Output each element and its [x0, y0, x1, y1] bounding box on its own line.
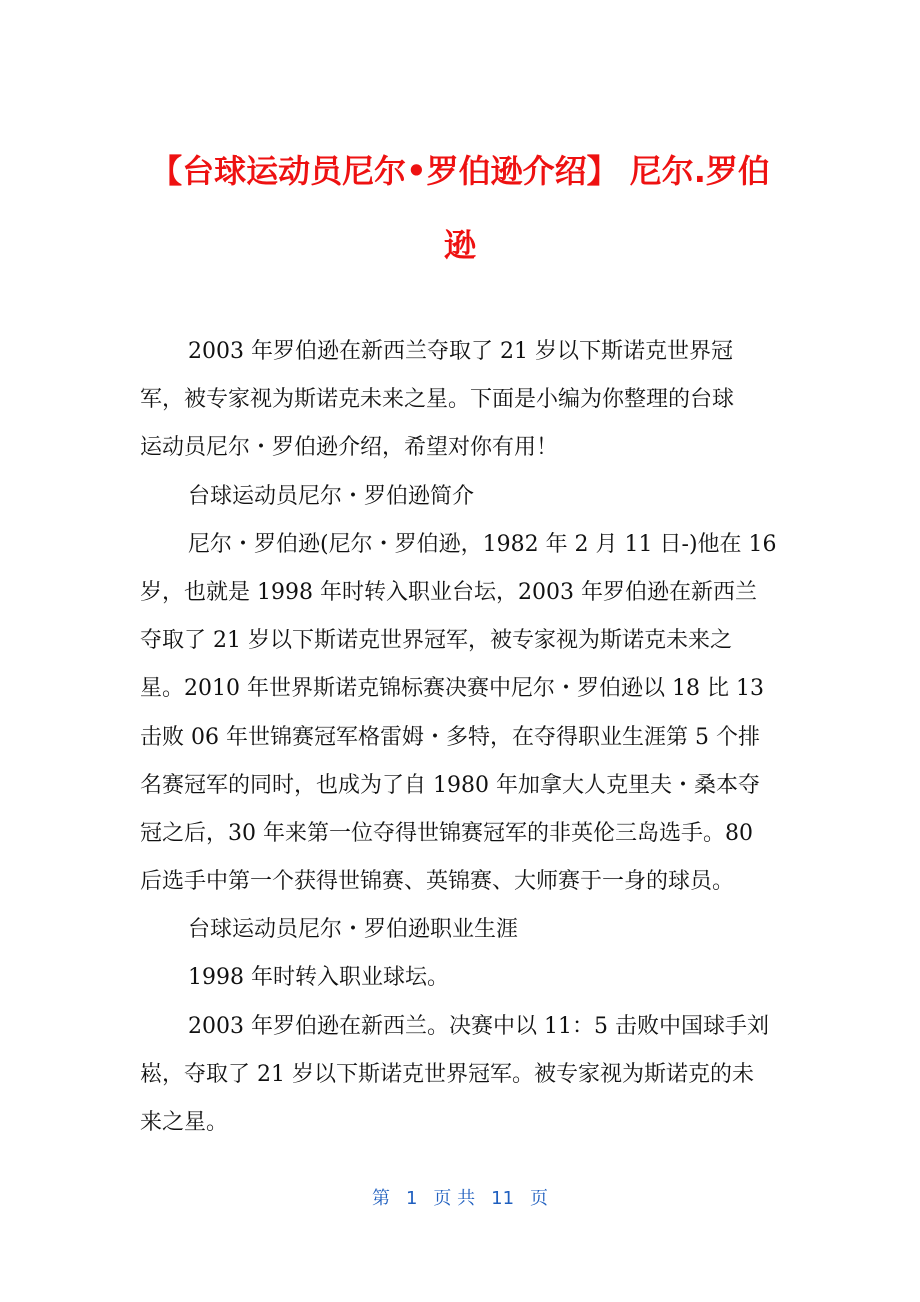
- total-pages: 11: [491, 1188, 515, 1209]
- text-line: 夺取了 21 岁以下斯诺克世界冠军，被专家视为斯诺克未来之: [140, 628, 732, 654]
- section-heading-profile: [140, 473, 780, 521]
- current-page-number: 1: [405, 1188, 418, 1209]
- paragraph-intro: [140, 328, 780, 473]
- footer-suffix: 页: [530, 1188, 549, 1209]
- page-footer: [0, 1184, 920, 1210]
- footer-middle: 页 共: [433, 1188, 476, 1209]
- text-line: 后选手中第一个获得世锦赛、英锦赛、大师赛于一身的球员。: [140, 869, 735, 895]
- section-heading-career: [140, 906, 780, 954]
- paragraph-career-2003: [140, 1003, 780, 1148]
- text-line: 岁，也就是 1998 年时转入职业台坛，2003 年罗伯逊在新西兰: [140, 579, 757, 605]
- text-line: 2003 年罗伯逊在新西兰夺取了 21 岁以下斯诺克世界冠: [188, 339, 733, 364]
- text-line: 2003 年罗伯逊在新西兰。决赛中以 11：5 击败中国球手刘: [188, 1013, 769, 1039]
- text-line: 名赛冠军的同时，也成为了自 1980 年加拿大人克里夫・桑本夺: [140, 772, 760, 798]
- footer-prefix: 第: [371, 1188, 390, 1209]
- text-line: 击败 06 年世锦赛冠军格雷姆・多特，在夺得职业生涯第 5 个排: [140, 724, 760, 750]
- text-line: 1998 年时转入职业球坛。: [188, 965, 449, 991]
- paragraph-career-1998: [140, 954, 780, 1002]
- document-body: [140, 328, 780, 1147]
- paragraph-profile: [140, 521, 780, 907]
- text-line: 尼尔・罗伯逊(尼尔・罗伯逊，1982 年 2 月 11 日-)他在 16: [188, 531, 777, 557]
- text-line: 崧，夺取了 21 岁以下斯诺克世界冠军。被专家视为斯诺克的未: [140, 1061, 754, 1087]
- text-line: 军，被专家视为斯诺克未来之星。下面是小编为你整理的台球: [140, 387, 735, 413]
- text-line: 运动员尼尔・罗伯逊介绍，希望对你有用！: [140, 435, 559, 461]
- text-line: 来之星。: [140, 1110, 229, 1135]
- text-line: 冠之后，30 年来第一位夺得世锦赛冠军的非英伦三岛选手。80: [140, 820, 753, 846]
- document-title-line-2: 逊: [443, 226, 476, 264]
- text-line: 星。2010 年世界斯诺克锦标赛决赛中尼尔・罗伯逊以 18 比 13: [140, 676, 764, 702]
- text-line: 台球运动员尼尔・罗伯逊简介: [188, 483, 475, 509]
- text-line: 台球运动员尼尔・罗伯逊职业生涯: [188, 917, 519, 943]
- document-title-line-1: 【台球运动员尼尔•罗伯逊介绍】 尼尔.罗伯: [150, 152, 770, 190]
